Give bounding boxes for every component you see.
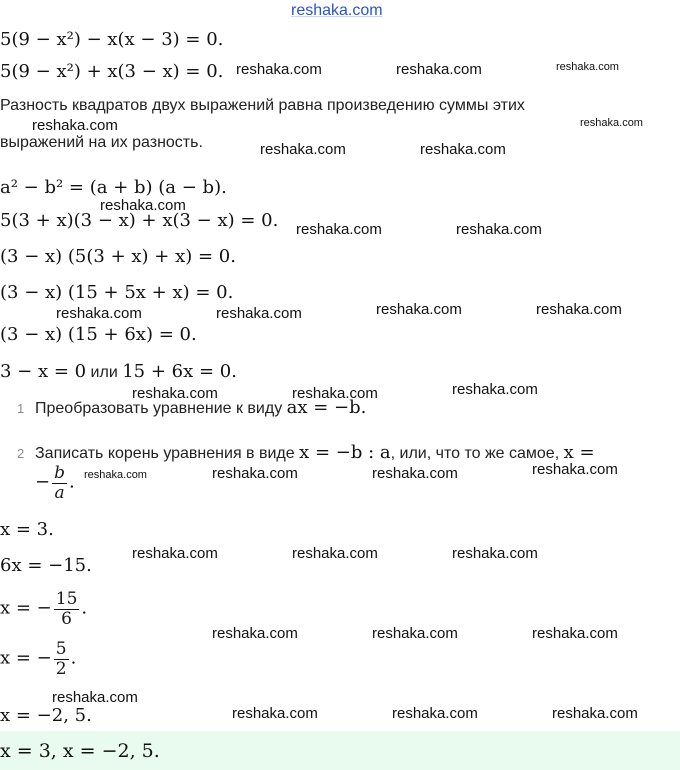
- difference-of-squares-formula: a² − b² = (a + b) (a − b).: [0, 177, 227, 198]
- equation-part-a: 3 − x = 0: [0, 361, 87, 382]
- fraction-b-over-a: [52, 464, 67, 502]
- watermark: reshaka.com: [292, 545, 378, 562]
- hint-2-text: Записать корень уравнения в виде: [35, 445, 300, 462]
- fraction-end: .: [68, 471, 75, 493]
- hint-number-2: 2: [17, 446, 25, 461]
- hint-2-math-2: x =: [563, 442, 595, 463]
- solution-line-5: x = −2, 5.: [0, 705, 92, 726]
- watermark: reshaka.com: [212, 465, 298, 482]
- equation-line-4: (3 − x) (5(3 + x) + x) = 0.: [0, 246, 236, 267]
- equation-line-7: [0, 361, 237, 382]
- watermark: reshaka.com: [232, 705, 318, 722]
- watermark: reshaka.com: [260, 141, 346, 158]
- hint-1-text: Преобразовать уравнение к виду: [35, 400, 287, 417]
- fraction-numerator: 15: [55, 589, 78, 609]
- fraction-numerator: 5: [55, 639, 67, 659]
- watermark: reshaka.com: [296, 221, 382, 238]
- answer-text: x = 3, x = −2, 5.: [0, 740, 160, 762]
- watermark: reshaka.com: [580, 117, 643, 129]
- equation-line-1: 5(9 − x²) − x(x − 3) = 0.: [0, 29, 224, 50]
- solution-3-end: .: [81, 597, 88, 619]
- equation-line-6: (3 − x) (15 + 6x) = 0.: [0, 324, 197, 345]
- hint-2: [35, 442, 595, 463]
- solution-line-4: [0, 640, 76, 678]
- watermark: reshaka.com: [452, 381, 538, 398]
- solution-4-end: .: [70, 647, 77, 669]
- watermark: reshaka.com: [84, 469, 147, 481]
- watermark: reshaka.com: [132, 545, 218, 562]
- watermark: reshaka.com: [452, 545, 538, 562]
- hint-2-fraction-line: [35, 464, 75, 502]
- solution-4-lhs: x = −: [0, 647, 52, 669]
- equation-part-b: 15 + 6x = 0.: [122, 361, 237, 382]
- watermark: reshaka.com: [536, 301, 622, 318]
- watermark: reshaka.com: [216, 305, 302, 322]
- watermark: reshaka.com: [396, 61, 482, 78]
- watermark: reshaka.com: [292, 385, 378, 402]
- or-word: или: [86, 364, 123, 381]
- watermark: reshaka.com: [56, 305, 142, 322]
- answer-box: [0, 731, 680, 770]
- watermark: reshaka.com: [552, 705, 638, 722]
- solution-3-lhs: x = −: [0, 597, 52, 619]
- rule-text-line-1: Разность квадратов двух выражений равна произведению суммы этих: [0, 97, 525, 114]
- watermark: reshaka.com: [556, 61, 619, 73]
- watermark: reshaka.com: [392, 705, 478, 722]
- watermark: reshaka.com: [456, 221, 542, 238]
- fraction-numerator: b: [54, 463, 65, 483]
- watermark: reshaka.com: [236, 61, 322, 78]
- hint-1-math: ax = −b.: [286, 397, 367, 418]
- watermark: reshaka.com: [420, 141, 506, 158]
- fraction-denominator: 6: [61, 608, 72, 629]
- watermark: reshaka.com: [532, 461, 618, 478]
- watermark: reshaka.com: [132, 385, 218, 402]
- fraction-15-over-6: [54, 590, 80, 628]
- rule-text-line-2: выражений на их разность.: [0, 134, 203, 151]
- solution-line-1: x = 3.: [0, 519, 54, 540]
- watermark: reshaka.com: [532, 625, 618, 642]
- site-watermark-top[interactable]: reshaka.com: [291, 2, 383, 19]
- hint-number-1: 1: [17, 401, 25, 416]
- fraction-denominator: a: [54, 482, 65, 503]
- fraction-sign: −: [35, 471, 51, 493]
- equation-line-3: 5(3 + x)(3 − x) + x(3 − x) = 0.: [0, 210, 279, 231]
- watermark: reshaka.com: [376, 301, 462, 318]
- fraction-denominator: 2: [55, 658, 67, 679]
- watermark: reshaka.com: [212, 625, 298, 642]
- watermark: reshaka.com: [32, 117, 118, 134]
- hint-2-text-2: , или, что то же самое,: [390, 445, 564, 462]
- watermark: reshaka.com: [372, 465, 458, 482]
- watermark: reshaka.com: [100, 197, 186, 214]
- watermark: reshaka.com: [372, 625, 458, 642]
- equation-line-2: 5(9 − x²) + x(3 − x) = 0.: [0, 61, 224, 82]
- solution-line-3: [0, 590, 87, 628]
- watermark: reshaka.com: [52, 689, 138, 706]
- hint-2-math: x = −b : a: [299, 442, 391, 463]
- equation-line-5: (3 − x) (15 + 5x + x) = 0.: [0, 282, 234, 303]
- solution-line-2: 6x = −15.: [0, 555, 92, 576]
- fraction-5-over-2: [54, 640, 69, 678]
